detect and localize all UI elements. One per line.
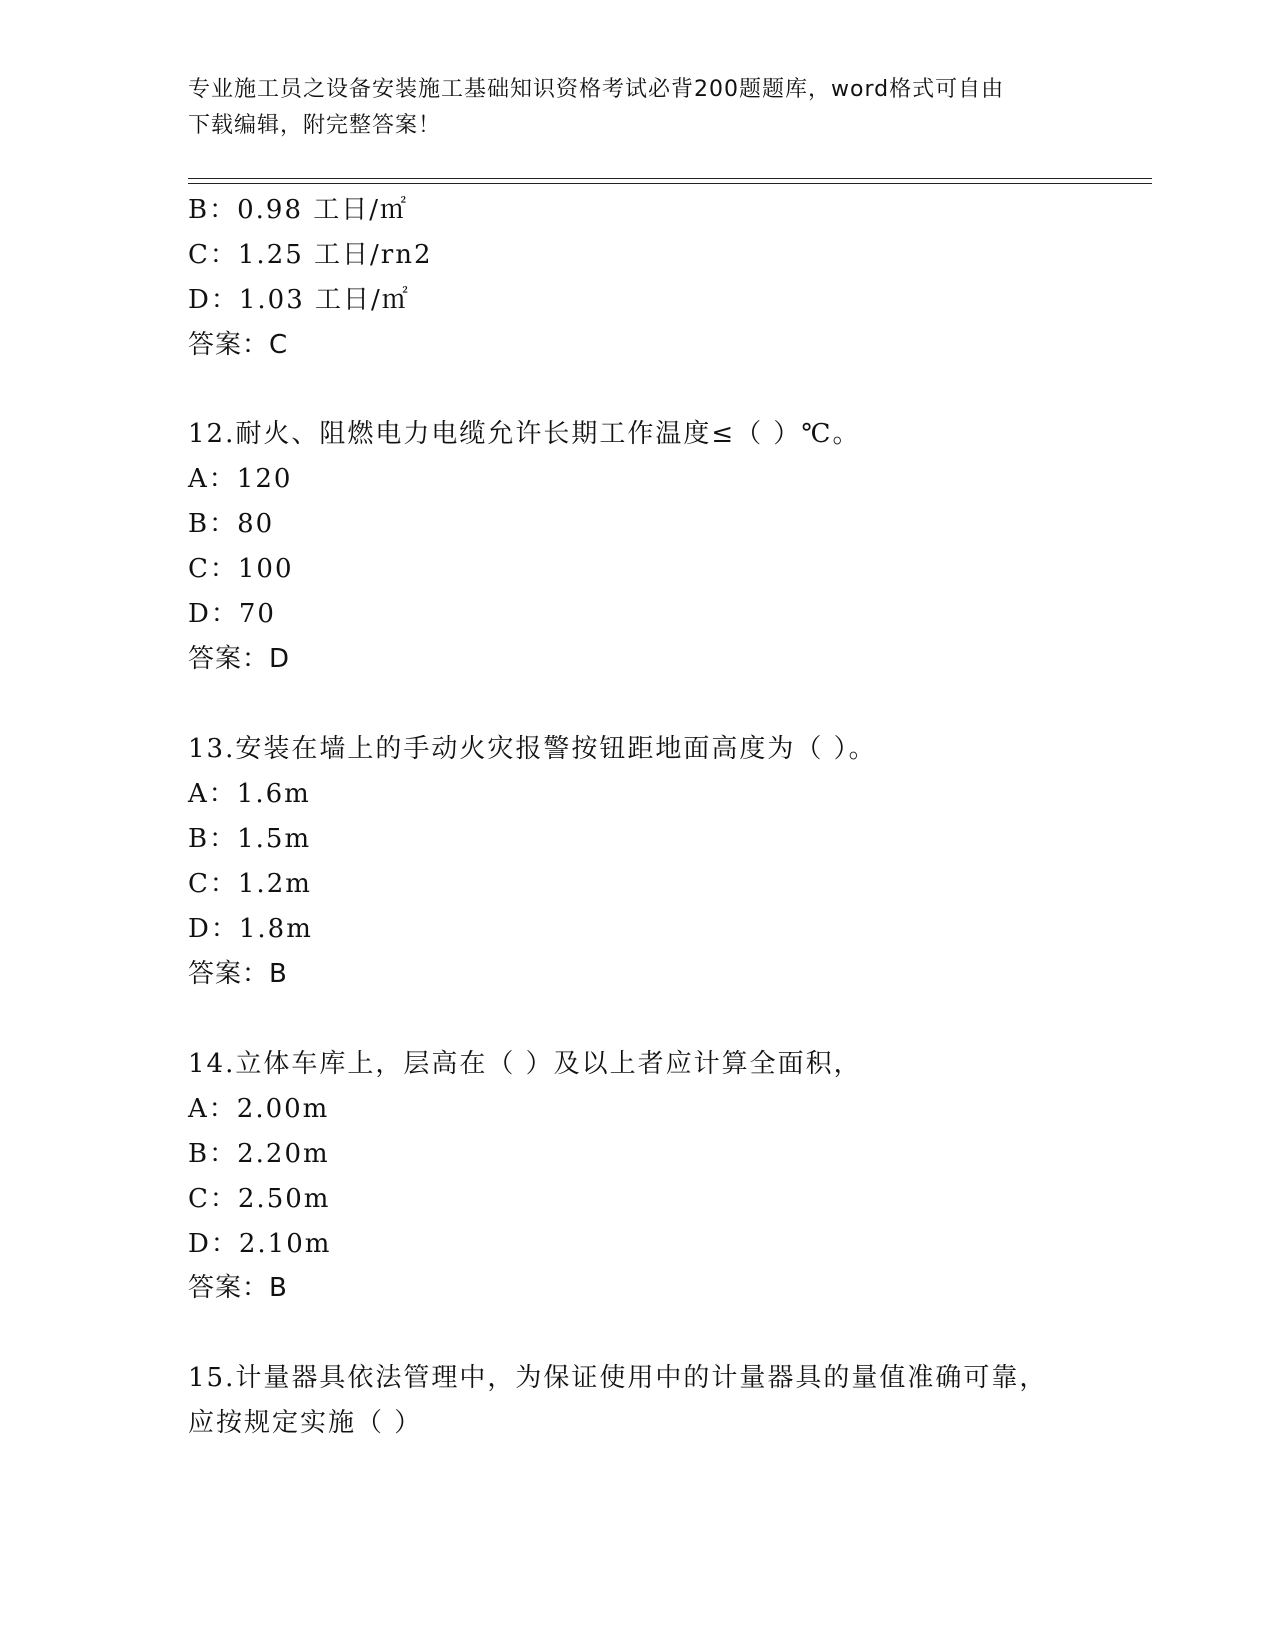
q13-stem: 13.安装在墙上的手动火灾报警按钮距地面高度为（ ）。 xyxy=(188,734,877,764)
q14-answer: 答案：B xyxy=(188,1273,288,1303)
q14-option-d: D：2.10m xyxy=(188,1229,332,1259)
q14-option-b: B：2.20m xyxy=(188,1139,330,1169)
q14-option-a: A：2.00m xyxy=(188,1094,330,1124)
q13-option-c: C：1.2m xyxy=(188,869,312,899)
header-divider-top xyxy=(188,178,1152,179)
prev-option-c: C：1.25 工日/rn2 xyxy=(188,240,433,270)
prev-option-d: D：1.03 工日/㎡ xyxy=(188,285,410,315)
q13-option-b: B：1.5m xyxy=(188,824,312,854)
header-line-2: 下载编辑，附完整答案！ xyxy=(188,113,442,138)
q12-option-a: A：120 xyxy=(188,464,293,494)
prev-option-b: B：0.98 工日/㎡ xyxy=(188,195,409,225)
q15-stem-line-1: 15.计量器具依法管理中，为保证使用中的计量器具的量值准确可靠， xyxy=(188,1363,1048,1393)
q12-answer: 答案：D xyxy=(188,644,291,674)
q13-option-a: A：1.6m xyxy=(188,779,311,809)
q12-option-b: B：80 xyxy=(188,509,275,539)
q14-stem: 14.立体车库上，层高在（ ）及以上者应计算全面积， xyxy=(188,1049,862,1079)
prev-answer: 答案：C xyxy=(188,330,289,360)
q14-option-c: C：2.50m xyxy=(188,1184,331,1214)
q12-stem: 12.耐火、阻燃电力电缆允许长期工作温度≤（ ）℃。 xyxy=(188,419,861,449)
q15-stem-line-2: 应按规定实施（ ） xyxy=(188,1408,423,1438)
header-line-1: 专业施工员之设备安装施工基础知识资格考试必背200题题库，word格式可自由 xyxy=(188,77,1005,102)
q12-option-c: C：100 xyxy=(188,554,294,584)
q13-answer: 答案：B xyxy=(188,959,288,989)
q13-option-d: D：1.8m xyxy=(188,914,313,944)
document-header xyxy=(188,72,1068,144)
header-divider-bottom xyxy=(188,183,1152,184)
q12-option-d: D：70 xyxy=(188,599,276,629)
